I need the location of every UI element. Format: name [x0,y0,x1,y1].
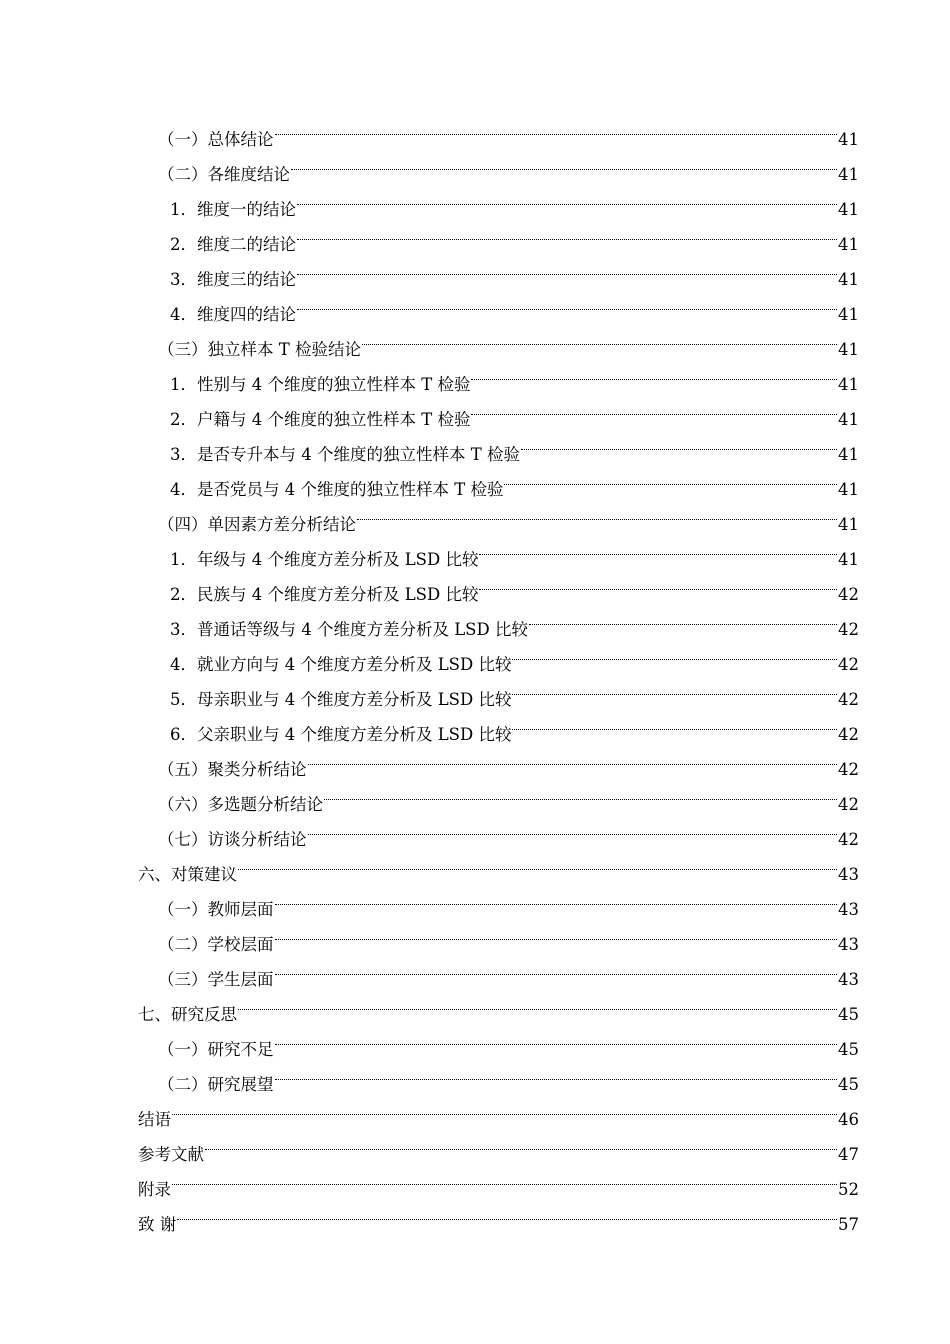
toc-entry-title: 六、对策建议 [138,865,237,884]
toc-entry-title: （二）研究展望 [158,1075,274,1094]
toc-entry-title: （二）各维度结论 [158,165,290,184]
toc-entry-line [170,425,859,464]
toc-entry[interactable] [0,670,950,709]
toc-dot-leader [471,390,837,425]
toc-entry-line [158,320,859,359]
toc-entry-line [158,145,859,184]
toc-entry-line [170,215,859,254]
toc-entry-title: 3．普通话等级与 4 个维度方差分析及 LSD 比较 [170,620,528,639]
toc-entry[interactable] [0,390,950,429]
toc-entry-page-number: 42 [838,725,859,744]
toc-entry-line [138,1125,859,1164]
toc-dot-leader [324,775,837,810]
toc-entry[interactable] [0,285,950,324]
toc-entry-title: 4．是否党员与 4 个维度的独立性样本 T 检验 [170,480,504,499]
toc-entry-line [170,460,859,499]
toc-entry-title: 结语 [138,1110,171,1129]
toc-entry-title: 七、研究反思 [138,1005,237,1024]
toc-entry[interactable] [0,635,950,674]
toc-dot-leader [172,1090,837,1125]
toc-entry[interactable] [0,425,950,464]
toc-dot-leader [275,1055,838,1090]
toc-entry-page-number: 41 [838,130,859,149]
toc-entry-page-number: 42 [838,620,859,639]
toc-entry-page-number: 46 [838,1110,859,1129]
toc-dot-leader [205,1125,837,1160]
toc-dot-leader [512,670,837,705]
toc-entry[interactable] [0,740,950,779]
toc-entry-title: （一）研究不足 [158,1040,274,1059]
table-of-contents [0,110,950,1234]
toc-entry-line [158,915,859,954]
toc-dot-leader [177,1195,837,1230]
toc-entry-page-number: 42 [838,655,859,674]
toc-entry-page-number: 57 [838,1215,859,1234]
toc-entry-title: 6．父亲职业与 4 个维度方差分析及 LSD 比较 [170,725,512,744]
toc-dot-leader [521,425,837,460]
toc-entry[interactable] [0,775,950,814]
toc-entry-title: 参考文献 [138,1145,204,1164]
toc-entry[interactable] [0,810,950,849]
toc-dot-leader [504,460,837,495]
toc-entry-page-number: 43 [838,900,859,919]
toc-entry-title: 1．年级与 4 个维度方差分析及 LSD 比较 [170,550,479,569]
toc-entry[interactable] [0,355,950,394]
toc-dot-leader [362,320,837,355]
toc-entry-page-number: 41 [838,165,859,184]
toc-entry-page-number: 41 [838,375,859,394]
toc-entry-page-number: 42 [838,830,859,849]
toc-entry-title: 1．维度一的结论 [170,200,296,219]
toc-dot-leader [529,600,837,635]
toc-entry-line [138,1160,859,1199]
toc-entry-title: 3．维度三的结论 [170,270,296,289]
toc-entry-line [158,495,859,534]
toc-dot-leader [275,915,838,950]
toc-dot-leader [297,285,837,320]
toc-entry-page-number: 47 [838,1145,859,1164]
toc-entry-page-number: 41 [838,480,859,499]
toc-entry[interactable] [0,145,950,184]
toc-dot-leader [297,180,837,215]
toc-entry-page-number: 52 [838,1180,859,1199]
toc-entry-line [170,530,859,569]
toc-entry-line [170,355,859,394]
toc-entry-line [170,705,859,744]
toc-entry-title: （二）学校层面 [158,935,274,954]
toc-entry-title: 5．母亲职业与 4 个维度方差分析及 LSD 比较 [170,690,512,709]
toc-dot-leader [275,110,838,145]
toc-dot-leader [238,845,837,880]
toc-entry[interactable] [0,460,950,499]
toc-entry-line [170,600,859,639]
toc-entry-title: （五）聚类分析结论 [158,760,307,779]
toc-dot-leader [308,810,838,845]
toc-entry-page-number: 43 [838,865,859,884]
toc-entry-page-number: 41 [838,270,859,289]
toc-dot-leader [238,985,837,1020]
toc-entry-title: （三）学生层面 [158,970,274,989]
toc-entry-line [170,635,859,674]
toc-entry-page-number: 41 [838,235,859,254]
toc-entry[interactable] [0,530,950,569]
toc-entry-page-number: 41 [838,515,859,534]
toc-dot-leader [471,355,837,390]
toc-entry-line [158,740,859,779]
toc-entry-title: 2．民族与 4 个维度方差分析及 LSD 比较 [170,585,479,604]
toc-entry-line [158,110,859,149]
toc-entry-line [138,1195,859,1234]
toc-entry[interactable] [0,565,950,604]
toc-dot-leader [275,950,838,985]
toc-entry[interactable] [0,1160,950,1199]
toc-entry-line [170,390,859,429]
toc-entry-line [138,985,859,1024]
toc-entry-line [170,670,859,709]
toc-entry[interactable] [0,215,950,254]
toc-dot-leader [297,215,837,250]
toc-dot-leader [297,250,837,285]
toc-entry-line [138,845,859,884]
toc-entry-title: 致 谢 [138,1215,177,1234]
toc-entry[interactable] [0,880,950,919]
toc-entry[interactable] [0,320,950,359]
toc-entry-title: 4．维度四的结论 [170,305,296,324]
toc-entry-line [138,1090,859,1129]
toc-entry-title: （七）访谈分析结论 [158,830,307,849]
toc-entry[interactable] [0,180,950,219]
toc-dot-leader [512,705,837,740]
toc-entry-line [170,285,859,324]
toc-entry[interactable] [0,705,950,744]
toc-entry[interactable] [0,1020,950,1059]
toc-entry-title: （一）总体结论 [158,130,274,149]
toc-entry-page-number: 42 [838,795,859,814]
toc-entry[interactable] [0,495,950,534]
toc-entry-page-number: 41 [838,550,859,569]
toc-dot-leader [308,740,838,775]
toc-dot-leader [512,635,837,670]
toc-dot-leader [479,530,837,565]
toc-entry-page-number: 41 [838,445,859,464]
toc-entry-page-number: 45 [838,1040,859,1059]
toc-dot-leader [479,565,837,600]
toc-entry-page-number: 42 [838,585,859,604]
toc-entry-page-number: 41 [838,200,859,219]
toc-dot-leader [357,495,837,530]
toc-entry-line [158,950,859,989]
toc-entry-title: 2．户籍与 4 个维度的独立性样本 T 检验 [170,410,471,429]
toc-entry-line [170,565,859,604]
toc-dot-leader [275,880,838,915]
toc-entry-title: 2．维度二的结论 [170,235,296,254]
toc-entry[interactable] [0,950,950,989]
toc-entry[interactable] [0,600,950,639]
toc-entry-line [170,180,859,219]
toc-entry[interactable] [0,985,950,1024]
toc-entry-page-number: 45 [838,1005,859,1024]
toc-entry[interactable] [0,845,950,884]
toc-entry-line [158,810,859,849]
toc-entry-page-number: 41 [838,305,859,324]
toc-entry-line [170,250,859,289]
toc-entry[interactable] [0,1055,950,1094]
toc-dot-leader [291,145,837,180]
toc-entry[interactable] [0,1195,950,1234]
toc-entry-title: 4．就业方向与 4 个维度方差分析及 LSD 比较 [170,655,512,674]
toc-entry-line [158,880,859,919]
toc-entry-title: 3．是否专升本与 4 个维度的独立性样本 T 检验 [170,445,520,464]
toc-entry[interactable] [0,1125,950,1164]
toc-entry-page-number: 42 [838,690,859,709]
toc-entry-title: （六）多选题分析结论 [158,795,323,814]
toc-entry-title: 1．性别与 4 个维度的独立性样本 T 检验 [170,375,471,394]
toc-entry[interactable] [0,110,950,149]
toc-entry-page-number: 41 [838,410,859,429]
toc-entry[interactable] [0,1090,950,1129]
toc-entry[interactable] [0,250,950,289]
toc-entry-title: 附录 [138,1180,171,1199]
toc-dot-leader [275,1020,838,1055]
toc-entry-title: （四）单因素方差分析结论 [158,515,356,534]
toc-entry[interactable] [0,915,950,954]
toc-entry-line [158,1020,859,1059]
toc-dot-leader [172,1160,837,1195]
toc-entry-line [158,775,859,814]
toc-entry-title: （一）教师层面 [158,900,274,919]
toc-entry-page-number: 41 [838,340,859,359]
toc-entry-page-number: 43 [838,935,859,954]
toc-entry-page-number: 45 [838,1075,859,1094]
toc-entry-page-number: 42 [838,760,859,779]
toc-entry-page-number: 43 [838,970,859,989]
toc-entry-title: （三）独立样本 T 检验结论 [158,340,361,359]
toc-entry-line [158,1055,859,1094]
